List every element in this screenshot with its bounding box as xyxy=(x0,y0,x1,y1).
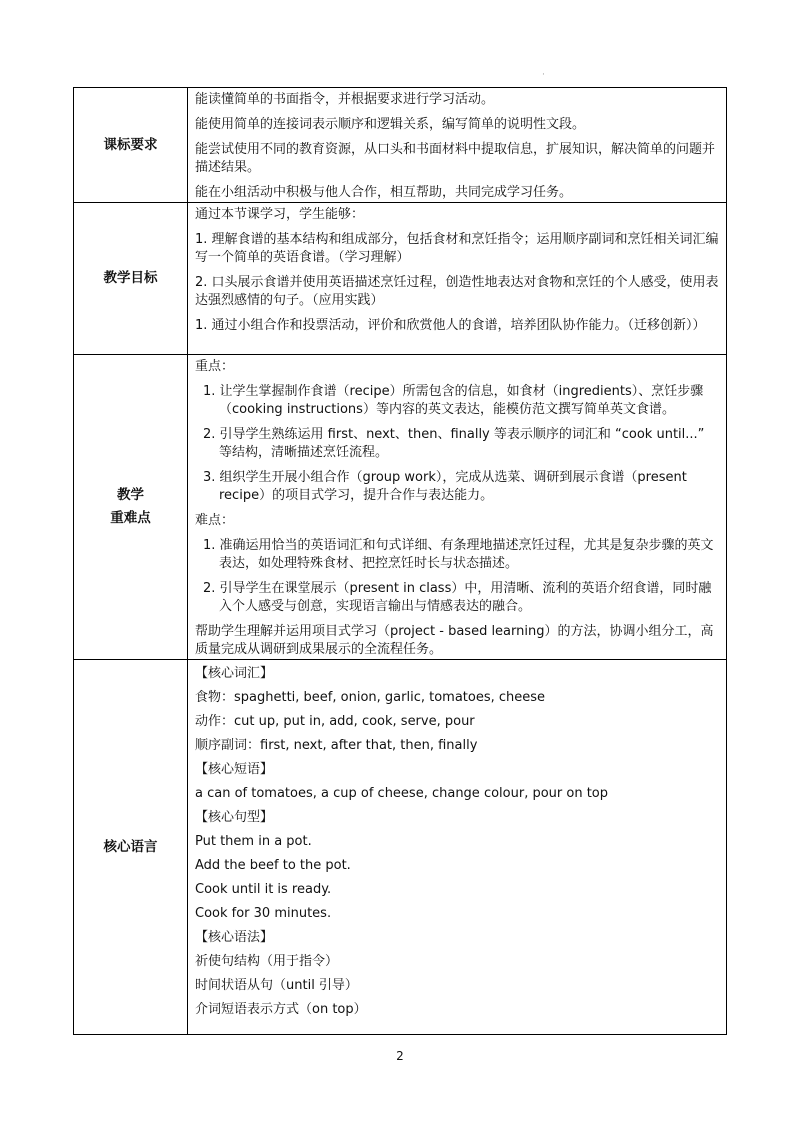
curriculum-content xyxy=(188,88,727,203)
curriculum-item: 能使用简单的连接词表示顺序和逻辑关系，编写简单的说明性文段。 xyxy=(195,117,586,132)
objectives-intro: 通过本节课学习，学生能够： xyxy=(195,207,365,222)
grammar-line: 介词短语表示方式（on top） xyxy=(195,1002,367,1017)
objective-item: 1. 理解食谱的基本结构和组成部分，包括食材和烹饪指令；运用顺序副词和烹饪相关词汇编写一个简单的英语食谱。（学习理解） xyxy=(195,232,719,265)
grammar-heading: 【核心语法】 xyxy=(195,930,274,945)
focus-item: 2. 引导学生熟练运用 first、next、then、finally 等表示顺序的词汇和 “cook until...” 等结构，清晰描述烹饪流程。 xyxy=(203,427,705,460)
vocab-action-line: 动作：cut up, put in, add, cook, serve, pour xyxy=(195,714,475,729)
sentence-line: Add the beef to the pot. xyxy=(195,858,351,873)
sentence-line: Cook for 30 minutes. xyxy=(195,906,332,921)
phrase-heading: 【核心短语】 xyxy=(195,762,274,777)
objective-item: 2. 口头展示食谱并使用英语描述烹饪过程，创造性地表达对食物和烹饪的个人感受，使用表达强烈感情的句子。（应用实践） xyxy=(195,275,719,308)
focus-title: 重点： xyxy=(195,359,235,374)
keypoints-label xyxy=(74,355,188,660)
grammar-line: 时间状语从句（until 引导） xyxy=(195,978,358,993)
grammar-line: 祈使句结构（用于指令） xyxy=(195,954,339,969)
difficulty-title: 难点： xyxy=(195,513,235,528)
curriculum-row xyxy=(74,88,727,203)
focus-item: 3. 组织学生开展小组合作（group work），完成从选菜、调研到展示食谱（present recipe）的项目式学习，提升合作与表达能力。 xyxy=(203,470,687,503)
objectives-row xyxy=(74,203,727,355)
keypoints-label-line1: 教学 xyxy=(117,487,144,503)
language-content xyxy=(188,660,727,1035)
keypoints-content xyxy=(188,355,727,660)
phrase-line: a can of tomatoes, a cup of cheese, change colour, pour on top xyxy=(195,786,609,801)
language-label: 核心语言 xyxy=(74,660,188,1035)
difficulty-item: 1. 准确运用恰当的英语词汇和句式详细、有条理地描述烹饪过程，尤其是复杂步骤的英文表达，如处理特殊食材、把控烹饪时长与状态描述。 xyxy=(203,538,714,571)
sentence-heading: 【核心句型】 xyxy=(195,810,274,825)
objectives-label: 教学目标 xyxy=(74,203,188,355)
decorative-dot: · xyxy=(542,70,545,80)
vocab-sequence-line: 顺序副词：first, next, after that, then, finally xyxy=(195,738,478,753)
vocab-heading: 【核心词汇】 xyxy=(195,666,274,681)
page-number: 2 xyxy=(396,1049,404,1063)
objective-item: 1. 通过小组合作和投票活动，评价和欣赏他人的食谱，培养团队协作能力。（迁移创新）） xyxy=(195,318,706,333)
keypoints-row xyxy=(74,355,727,660)
focus-item: 1. 让学生掌握制作食谱（recipe）所需包含的信息，如食材（ingredients）、烹饪步骤（cooking instructions）等内容的英文表达，能模仿范文撰写简单英文食谱。 xyxy=(203,384,704,417)
lesson-plan-table xyxy=(73,87,727,1035)
objectives-content xyxy=(188,203,727,355)
sentence-line: Cook until it is ready. xyxy=(195,882,332,897)
keypoints-note: 帮助学生理解并运用项目式学习（project - based learning）的方法，协调小组分工，高质量完成从调研到成果展示的全流程任务。 xyxy=(195,624,714,657)
curriculum-label: 课标要求 xyxy=(74,88,188,203)
sentence-line: Put them in a pot. xyxy=(195,834,312,849)
keypoints-label-line2: 重难点 xyxy=(110,510,151,526)
language-row xyxy=(74,660,727,1035)
curriculum-item: 能尝试使用不同的教育资源，从口头和书面材料中提取信息，扩展知识，解决简单的问题并描述结果。 xyxy=(195,142,716,175)
curriculum-item: 能在小组活动中积极与他人合作，相互帮助，共同完成学习任务。 xyxy=(195,185,573,200)
curriculum-item: 能读懂简单的书面指令，并根据要求进行学习活动。 xyxy=(195,92,495,107)
vocab-food-line: 食物：spaghetti, beef, onion, garlic, tomatoes, cheese xyxy=(195,690,546,705)
difficulty-item: 2. 引导学生在课堂展示（present in class）中，用清晰、流利的英语介绍食谱，同时融入个人感受与创意，实现语言输出与情感表达的融合。 xyxy=(203,581,712,614)
